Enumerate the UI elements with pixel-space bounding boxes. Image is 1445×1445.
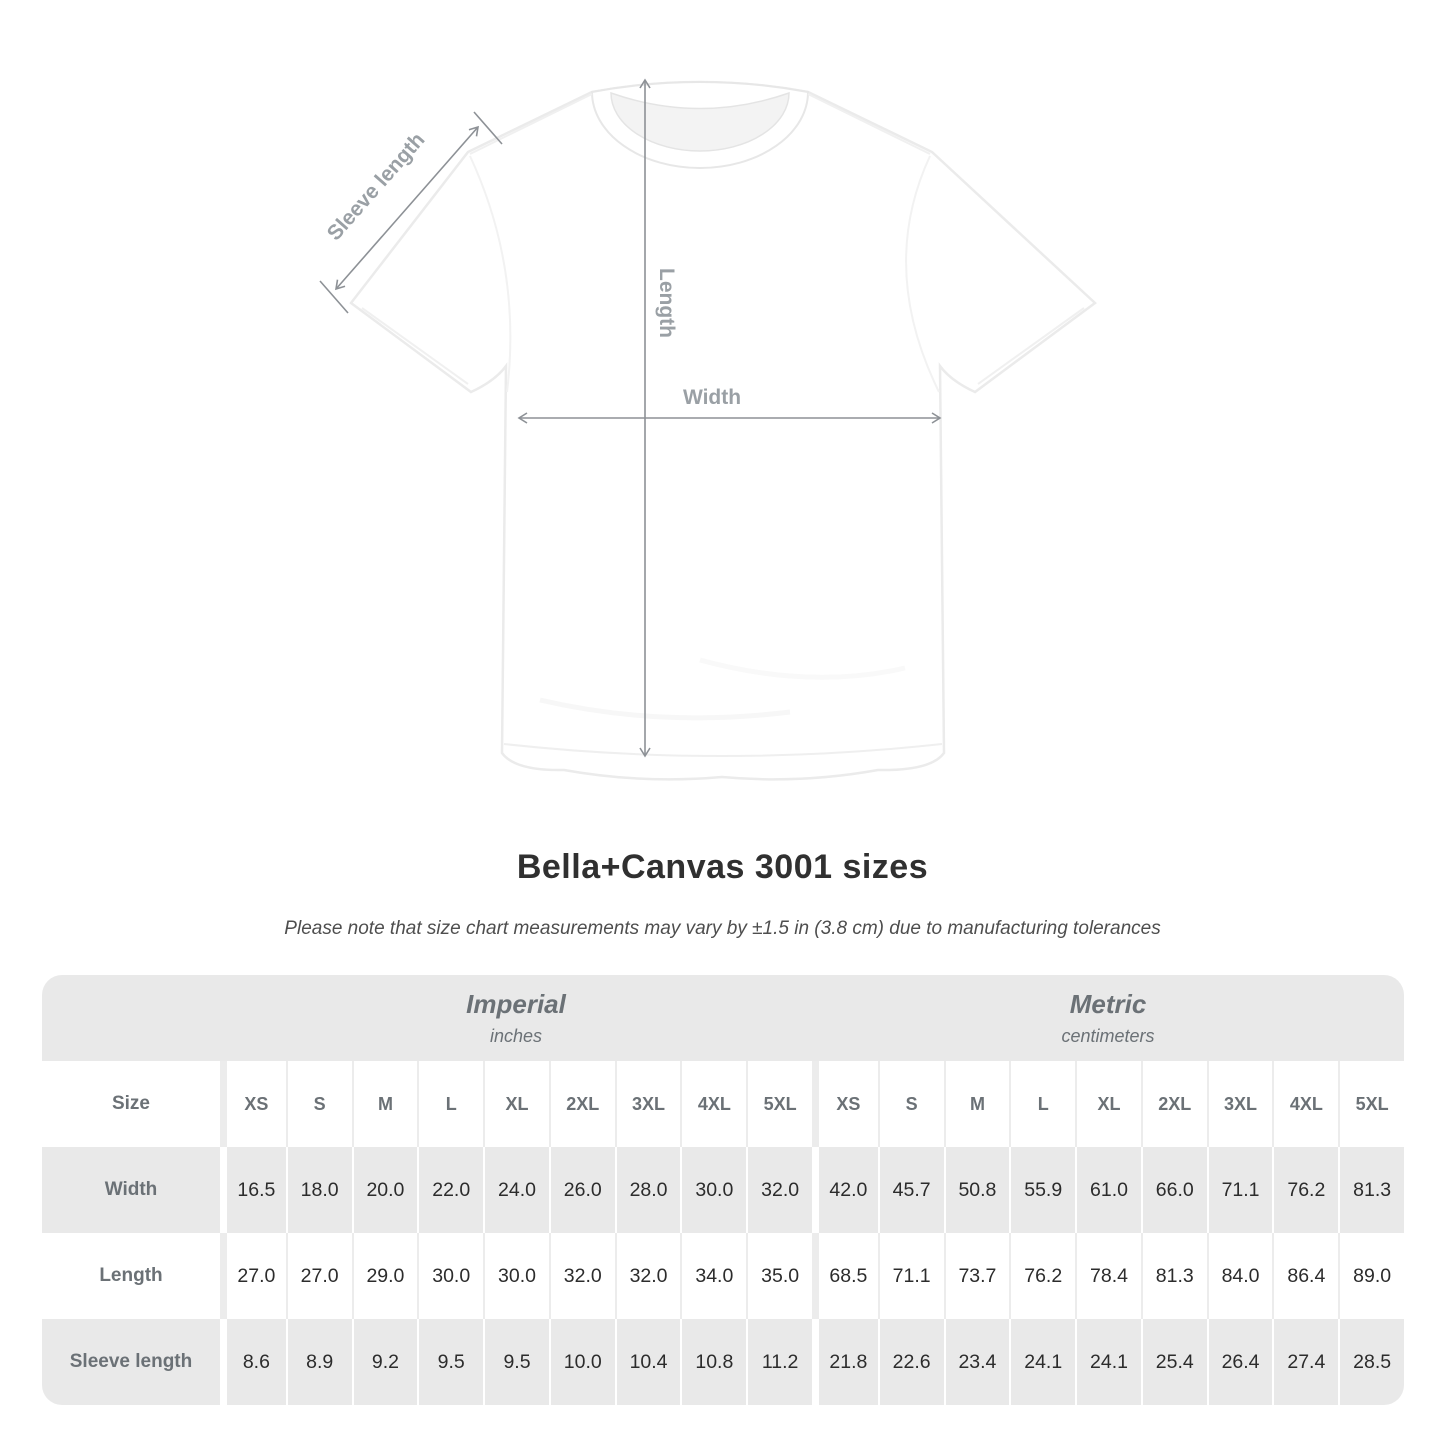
imperial-label: Imperial (466, 989, 566, 1019)
measurement-cell: 18.0 (286, 1147, 352, 1233)
measurement-cell: 71.1 (878, 1233, 944, 1319)
measurement-cell: 9.2 (352, 1319, 418, 1405)
measurement-cell: 22.0 (417, 1147, 483, 1233)
size-col-header: 2XL (549, 1061, 615, 1147)
measurement-cell: 10.8 (680, 1319, 746, 1405)
measurement-cell: 11.2 (746, 1319, 812, 1405)
width-label: Width (682, 386, 742, 409)
sleeve-length-label: Sleeve length (322, 128, 430, 246)
size-col-header: XS (812, 1061, 878, 1147)
measurement-cell: 34.0 (680, 1233, 746, 1319)
metric-label: Metric (1069, 989, 1147, 1019)
measurement-cell: 8.6 (220, 1319, 286, 1405)
row-label: Width (104, 1179, 158, 1200)
measurement-cell: 76.2 (1272, 1147, 1338, 1233)
measurement-cell: 32.0 (746, 1147, 812, 1233)
table-row (42, 1147, 1404, 1233)
sleeve-arrow-tick-bottom (320, 281, 348, 313)
measurement-cell: 24.1 (1075, 1319, 1141, 1405)
measurement-cell: 8.9 (286, 1319, 352, 1405)
size-col-header: 2XL (1141, 1061, 1207, 1147)
measurement-cell: 10.0 (549, 1319, 615, 1405)
imperial-unit: inches (489, 1026, 543, 1046)
measurement-cell: 22.6 (878, 1319, 944, 1405)
imperial-header (220, 975, 812, 1061)
measurement-cell: 61.0 (1075, 1147, 1141, 1233)
measurement-cell: 81.3 (1338, 1147, 1404, 1233)
measurement-cell: 16.5 (220, 1147, 286, 1233)
measurement-cell: 30.0 (680, 1147, 746, 1233)
measurement-cell: 30.0 (417, 1233, 483, 1319)
measurement-cell: 25.4 (1141, 1319, 1207, 1405)
measurement-cell: 20.0 (352, 1147, 418, 1233)
size-col-header: 4XL (680, 1061, 746, 1147)
measurement-cell: 24.0 (483, 1147, 549, 1233)
measurement-cell: 28.5 (1338, 1319, 1404, 1405)
size-col-header: 3XL (1207, 1061, 1273, 1147)
measurement-cell: 27.4 (1272, 1319, 1338, 1405)
size-col-header: 4XL (1272, 1061, 1338, 1147)
measurement-cell: 30.0 (483, 1233, 549, 1319)
size-header-row (42, 1061, 1404, 1147)
size-row-label: Size (111, 1093, 151, 1114)
sleeve-arrow-tick-top (474, 112, 502, 144)
size-col-header: 3XL (615, 1061, 681, 1147)
table-row (42, 1319, 1404, 1405)
measurement-cell: 55.9 (1009, 1147, 1075, 1233)
measurement-cell: 42.0 (812, 1147, 878, 1233)
measurement-cell: 50.8 (944, 1147, 1010, 1233)
measurement-cell: 24.1 (1009, 1319, 1075, 1405)
table-row (42, 1233, 1404, 1319)
measurement-cell: 27.0 (220, 1233, 286, 1319)
measurement-cell: 28.0 (615, 1147, 681, 1233)
measurement-cell: 35.0 (746, 1233, 812, 1319)
measurement-cell: 10.4 (615, 1319, 681, 1405)
measurement-cell: 21.8 (812, 1319, 878, 1405)
measurement-cell: 76.2 (1009, 1233, 1075, 1319)
measurement-cell: 68.5 (812, 1233, 878, 1319)
measurement-cell: 27.0 (286, 1233, 352, 1319)
measurement-cell: 9.5 (483, 1319, 549, 1405)
measurement-cell: 84.0 (1207, 1233, 1273, 1319)
tshirt-silhouette (351, 82, 1095, 779)
measurement-cell: 45.7 (878, 1147, 944, 1233)
measurement-cell: 86.4 (1272, 1233, 1338, 1319)
size-col-header: 5XL (746, 1061, 812, 1147)
size-col-header: XL (483, 1061, 549, 1147)
metric-header (812, 975, 1404, 1061)
length-label: Length (655, 268, 678, 338)
metric-unit: centimeters (1061, 1026, 1155, 1046)
measurement-cell: 78.4 (1075, 1233, 1141, 1319)
measurement-cell: 26.0 (549, 1147, 615, 1233)
size-col-header: L (417, 1061, 483, 1147)
measurement-cell: 81.3 (1141, 1233, 1207, 1319)
size-col-header: L (1009, 1061, 1075, 1147)
measurement-cell: 73.7 (944, 1233, 1010, 1319)
page-title: Bella+Canvas 3001 sizes (516, 848, 929, 886)
measurement-cell: 9.5 (417, 1319, 483, 1405)
unit-header-band (42, 975, 1404, 1061)
size-col-header: M (352, 1061, 418, 1147)
size-col-header: M (944, 1061, 1010, 1147)
table-body (42, 1147, 1404, 1405)
size-col-header: XL (1075, 1061, 1141, 1147)
row-label: Sleeve length (69, 1351, 193, 1372)
measurement-cell: 32.0 (615, 1233, 681, 1319)
measurement-cell: 23.4 (944, 1319, 1010, 1405)
measurement-cell: 32.0 (549, 1233, 615, 1319)
row-label: Length (99, 1265, 163, 1286)
tolerance-note: Please note that size chart measurements may vary by ±1.5 in (3.8 cm) due to manufacturing tolerances (284, 918, 1161, 939)
measurement-cell: 89.0 (1338, 1233, 1404, 1319)
size-col-header: S (286, 1061, 352, 1147)
measurement-cell: 29.0 (352, 1233, 418, 1319)
size-col-header: XS (220, 1061, 286, 1147)
measurement-cell: 66.0 (1141, 1147, 1207, 1233)
size-col-header: S (878, 1061, 944, 1147)
size-table (42, 975, 1404, 1405)
measurement-cell: 71.1 (1207, 1147, 1273, 1233)
size-col-header: 5XL (1338, 1061, 1404, 1147)
measurement-cell: 26.4 (1207, 1319, 1273, 1405)
